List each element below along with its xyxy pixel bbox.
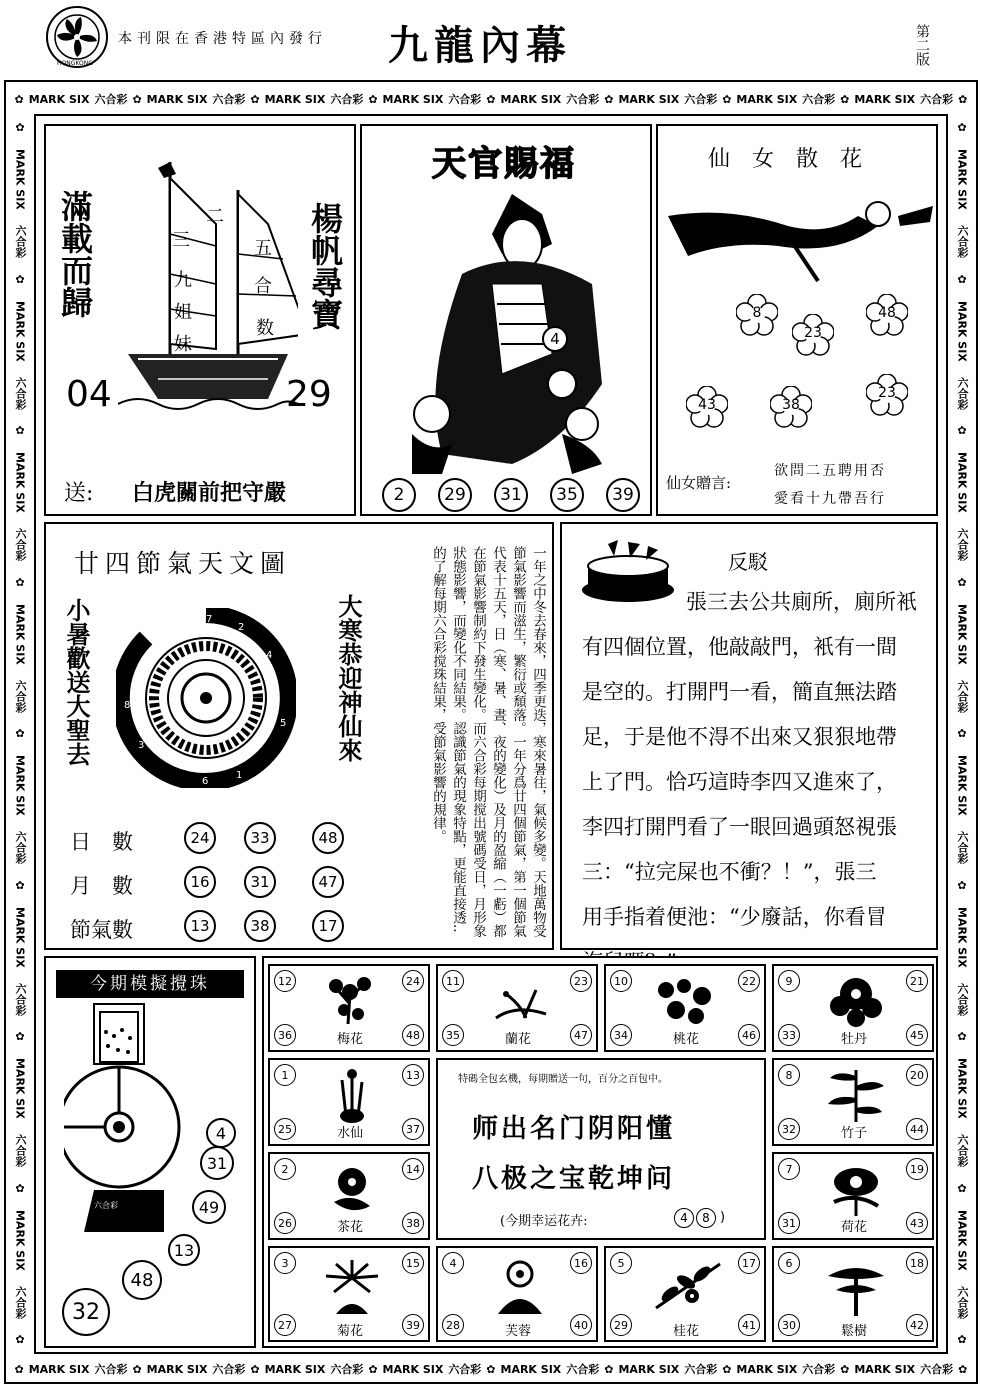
cell-num-tr: 14	[402, 1158, 424, 1180]
svg-text:6: 6	[202, 776, 209, 787]
flower-icon: ✿	[955, 878, 969, 892]
band-text-en: MARK SIX	[13, 452, 27, 514]
cell-num-tr: 24	[402, 970, 424, 992]
flower-icon: ✿	[250, 92, 260, 106]
joke-panel	[560, 522, 938, 950]
flower-icon: ✿	[955, 575, 969, 589]
fairy-gift-label: 仙女贈言:	[666, 474, 732, 492]
band-text-en: MARK SIX	[618, 1362, 680, 1376]
flower-icon: ✿	[486, 1362, 496, 1376]
lucky-number: 39	[606, 478, 640, 512]
flower-cell-hibiscus	[436, 1246, 598, 1342]
cell-num-bl: 31	[778, 1212, 800, 1234]
band-text-zh: 六合彩	[956, 528, 969, 562]
cell-num-br: 39	[402, 1314, 424, 1336]
day-number: 33	[244, 822, 276, 854]
cell-num-bl: 30	[778, 1314, 800, 1336]
flower-name: 茶花	[336, 1220, 363, 1235]
cell-num-br: 37	[402, 1118, 424, 1140]
blessing-title: 天官賜福	[432, 144, 576, 184]
cell-num-br: 47	[570, 1024, 592, 1046]
pine-tree-icon	[822, 1260, 890, 1316]
flower-name: 桃花	[672, 1032, 699, 1047]
fairy-title: 仙女散花	[708, 147, 885, 172]
svg-text:1: 1	[236, 770, 243, 781]
joke-line: 是空的。打開門一看，簡直無法踏	[582, 680, 897, 704]
poem-line-2: 八极之宝乾坤问	[472, 1164, 676, 1194]
band-text-zh: 六合彩	[684, 93, 718, 106]
band-text-zh: 六合彩	[14, 225, 27, 259]
joke-title: 反駁	[728, 550, 768, 574]
cell-num-tr: 22	[738, 970, 760, 992]
cell-num-tr: 17	[738, 1252, 760, 1274]
flower-name: 水仙	[336, 1126, 363, 1141]
flower-cell-chrysanthemum	[268, 1246, 430, 1342]
fairy-figure-icon	[668, 186, 938, 286]
flower-cell-pine	[772, 1246, 934, 1342]
poem-box	[436, 1058, 766, 1240]
svg-text:0: 0	[174, 622, 181, 633]
poem-note: 特碼全包玄機，每期贈送一句，百分之百包中。	[458, 1074, 668, 1085]
poem-hint-label: (今期幸运花卉:	[500, 1214, 588, 1229]
border-band-left	[8, 114, 32, 1354]
month-number: 16	[184, 866, 216, 898]
solar-right-slogan: 大寒恭迎神仙來	[334, 594, 363, 762]
flower-name: 桂花	[672, 1324, 699, 1339]
flower-icon: ✿	[13, 727, 27, 741]
band-text-en: MARK SIX	[500, 1362, 562, 1376]
solar-left-slogan: 小暑歡送大聖去	[62, 598, 91, 766]
cell-num-tl: 12	[274, 970, 296, 992]
lucky-number: 35	[550, 478, 584, 512]
flower-name: 芙蓉	[504, 1324, 531, 1339]
band-text-en: MARK SIX	[13, 300, 27, 362]
band-text-en: MARK SIX	[736, 1362, 798, 1376]
joke-line: 有四個位置，他敲敲門，衹有一間	[582, 635, 897, 659]
flower-cell-narcissus	[268, 1058, 430, 1146]
flower-icon: ✿	[132, 92, 142, 106]
day-number: 48	[312, 822, 344, 854]
cell-num-br: 38	[402, 1212, 424, 1234]
machine-label: 六合彩	[94, 1201, 118, 1210]
cell-num-tr: 13	[402, 1064, 424, 1086]
peony-icon	[826, 972, 886, 1028]
sail-char: 数	[256, 318, 274, 339]
edition-label: 第二版	[914, 24, 930, 66]
fairy-flower	[866, 294, 908, 336]
cell-num-br: 44	[906, 1118, 928, 1140]
junk-left-slogan: 滿載而歸	[56, 190, 94, 318]
cell-num-tl: 1	[274, 1064, 296, 1086]
flower-icon: ✿	[840, 92, 850, 106]
fairy-flower	[792, 314, 834, 356]
flower-icon: ✿	[955, 1030, 969, 1044]
cell-num-tr: 15	[402, 1252, 424, 1274]
cell-num-br: 48	[402, 1024, 424, 1046]
cell-num-tl: 3	[274, 1252, 296, 1274]
cell-num-bl: 32	[778, 1118, 800, 1140]
joke-line: 上了門。恰巧這時李四又進來了，	[582, 770, 897, 794]
flower-icon: ✿	[722, 92, 732, 106]
cell-num-bl: 36	[274, 1024, 296, 1046]
header	[0, 0, 982, 80]
svg-text:5: 5	[280, 718, 287, 729]
band-text-zh: 六合彩	[802, 93, 836, 106]
fairy-flower	[686, 386, 728, 428]
cell-num-tl: 5	[610, 1252, 632, 1274]
narcissus-icon	[332, 1066, 372, 1124]
junk-right-slogan: 楊帆尋寶	[306, 202, 344, 330]
cell-num-bl: 27	[274, 1314, 296, 1336]
band-text-zh: 六合彩	[956, 679, 969, 713]
band-text-zh: 六合彩	[14, 679, 27, 713]
lucky-number: 29	[438, 478, 472, 512]
fairy-flower-number: 38	[782, 397, 800, 413]
cell-num-tl: 11	[442, 970, 464, 992]
cell-num-tl: 8	[778, 1064, 800, 1086]
flower-icon: ✿	[14, 92, 24, 106]
fairy-flower	[736, 294, 778, 336]
cell-num-bl: 28	[442, 1314, 464, 1336]
cell-num-br: 42	[906, 1314, 928, 1336]
band-text-en: MARK SIX	[28, 92, 90, 106]
drawing-panel	[44, 956, 256, 1348]
flower-cell-plum	[268, 964, 430, 1052]
band-text-zh: 六合彩	[14, 831, 27, 865]
plum-blossom-icon	[326, 974, 374, 1026]
term-number: 38	[244, 910, 276, 942]
flower-cell-peach	[604, 964, 766, 1052]
band-text-en: MARK SIX	[955, 1058, 969, 1120]
fairy-flower-number: 23	[804, 325, 822, 341]
joke-line: 三：“拉完屎也不衝？！”，張三	[582, 860, 877, 884]
band-text-zh: 六合彩	[448, 1363, 482, 1376]
solar-terms-title: 廿四節氣天文圖	[74, 549, 292, 578]
band-text-en: MARK SIX	[955, 603, 969, 665]
fairy-panel	[656, 124, 938, 516]
row-label: 節氣數	[70, 918, 133, 942]
cell-num-tl: 6	[778, 1252, 800, 1274]
band-text-en: MARK SIX	[13, 1058, 27, 1120]
flower-icon: ✿	[840, 1362, 850, 1376]
deity-figure-icon	[402, 184, 622, 474]
junk-panel	[44, 124, 356, 516]
flower-icon: ✿	[13, 424, 27, 438]
drawn-ball: 4	[206, 1118, 236, 1148]
band-text-zh: 六合彩	[956, 982, 969, 1016]
cell-num-bl: 26	[274, 1212, 296, 1234]
junk-number-left: 04	[66, 374, 112, 415]
flower-cell-peony	[772, 964, 934, 1052]
band-text-zh: 六合彩	[94, 93, 128, 106]
band-text-zh: 六合彩	[566, 93, 600, 106]
flower-icon: ✿	[14, 1362, 24, 1376]
svg-text:8: 8	[124, 700, 131, 711]
orchid-icon	[486, 984, 556, 1024]
flower-name: 荷花	[840, 1220, 867, 1235]
bamboo-icon	[824, 1066, 888, 1122]
band-text-en: MARK SIX	[382, 92, 444, 106]
joke-line: 用手指着便池：“少廢話，你看冒	[582, 905, 887, 929]
band-text-zh: 六合彩	[920, 1363, 954, 1376]
flower-icon: ✿	[958, 1362, 968, 1376]
lotus-icon	[826, 1162, 886, 1216]
masthead-title: 九龍內幕	[388, 22, 572, 69]
band-text-en: MARK SIX	[13, 603, 27, 665]
junk-number-right: 29	[286, 374, 332, 415]
drawn-ball: 13	[168, 1234, 200, 1266]
band-text-zh: 六合彩	[802, 1363, 836, 1376]
band-text-en: MARK SIX	[854, 1362, 916, 1376]
flower-icon: ✿	[955, 424, 969, 438]
band-text-en: MARK SIX	[382, 1362, 444, 1376]
flower-icon: ✿	[13, 1333, 27, 1347]
svg-text:3: 3	[138, 740, 145, 751]
fairy-flower	[866, 374, 908, 416]
fairy-flower-number: 48	[878, 305, 896, 321]
fairy-line-1: 欲問二五聘用否	[774, 463, 886, 479]
solar-terms-paragraph: 一年之中冬去春來，四季更迭，寒來暑往，氣候多變。天地萬物受節氣影響而滋生，繁衍或頹落。一年分爲廿四個節氣，第一個節氣代表十五天，日（寒、暑、晝、夜的變化）及月的盈縮（一虧）都在節氣影響制約下發生變化。而六合彩每期搅出號碼受日，月形象狀態影響，而變化不同結果。認識節氣的現象特點，更能直接透..的了解每期六合彩搅珠結果，受節氣影響的規律。	[430, 546, 546, 938]
band-text-en: MARK SIX	[955, 149, 969, 211]
flower-name: 竹子	[840, 1126, 867, 1141]
blessing-badge: 4	[542, 326, 568, 352]
row-label: 月 數	[70, 874, 133, 898]
fairy-flower-number: 8	[752, 305, 762, 321]
joke-line: 張三去公共廁所，廁所衹	[686, 590, 917, 614]
month-number: 47	[312, 866, 344, 898]
flower-icon: ✿	[955, 272, 969, 286]
cell-num-tl: 2	[274, 1158, 296, 1180]
blessing-panel	[360, 124, 652, 516]
fairy-flower-number: 23	[878, 385, 896, 401]
sail-char: 九	[174, 270, 192, 291]
cell-num-br: 45	[906, 1024, 928, 1046]
flower-icon: ✿	[722, 1362, 732, 1376]
send-label: 送:	[64, 481, 94, 506]
poem-line-1: 师出名门阴阳懂	[472, 1114, 676, 1144]
band-text-en: MARK SIX	[264, 1362, 326, 1376]
poem-hint-close: )	[720, 1210, 726, 1225]
flower-icon: ✿	[604, 1362, 614, 1376]
cell-num-bl: 35	[442, 1024, 464, 1046]
fairy-flower	[770, 386, 812, 428]
flower-icon: ✿	[958, 92, 968, 106]
band-text-en: MARK SIX	[955, 300, 969, 362]
sail-char: 姐	[174, 302, 192, 323]
cell-num-br: 46	[738, 1024, 760, 1046]
drawn-ball: 49	[192, 1190, 226, 1224]
band-text-zh: 六合彩	[330, 93, 364, 106]
band-text-zh: 六合彩	[14, 528, 27, 562]
emblem-caption: HONGKONG	[57, 60, 93, 67]
flower-icon: ✿	[13, 878, 27, 892]
band-text-zh: 六合彩	[448, 93, 482, 106]
band-text-zh: 六合彩	[14, 982, 27, 1016]
drawing-title: 今期模擬攪珠	[56, 970, 244, 998]
cell-num-br: 43	[906, 1212, 928, 1234]
osmanthus-icon	[652, 1258, 724, 1314]
month-number: 31	[244, 866, 276, 898]
band-text-en: MARK SIX	[618, 92, 680, 106]
joke-line: 足，于是他不淂不出來又狠狠地帶	[582, 725, 897, 749]
band-text-en: MARK SIX	[146, 1362, 208, 1376]
flower-icon: ✿	[955, 1333, 969, 1347]
cell-num-bl: 34	[610, 1024, 632, 1046]
day-number: 24	[184, 822, 216, 854]
cell-num-tl: 7	[778, 1158, 800, 1180]
band-text-en: MARK SIX	[264, 92, 326, 106]
band-text-en: MARK SIX	[13, 149, 27, 211]
poem-hint-number: 4	[674, 1208, 694, 1228]
flower-cell-osmanthus	[604, 1246, 766, 1342]
cell-num-tl: 4	[442, 1252, 464, 1274]
flower-icon: ✿	[368, 92, 378, 106]
band-text-zh: 六合彩	[14, 1285, 27, 1319]
flower-cell-orchid	[436, 964, 598, 1052]
flower-icon: ✿	[486, 92, 496, 106]
flower-icon: ✿	[955, 727, 969, 741]
flower-cell-lotus	[772, 1152, 934, 1240]
band-text-en: MARK SIX	[955, 906, 969, 968]
flower-cell-camellia	[268, 1152, 430, 1240]
chrysanthemum-icon	[322, 1258, 382, 1314]
drawn-ball: 31	[200, 1146, 234, 1180]
poem-hint-number: 8	[696, 1208, 716, 1228]
peach-blossom-icon	[654, 976, 718, 1028]
band-text-zh: 六合彩	[566, 1363, 600, 1376]
band-text-en: MARK SIX	[854, 92, 916, 106]
cell-num-tr: 21	[906, 970, 928, 992]
cell-num-br: 40	[570, 1314, 592, 1336]
band-text-zh: 六合彩	[684, 1363, 718, 1376]
flower-icon: ✿	[955, 1181, 969, 1195]
svg-text:7: 7	[206, 614, 213, 625]
drawn-ball: 32	[62, 1288, 110, 1336]
cell-num-tr: 16	[570, 1252, 592, 1274]
flower-icon: ✿	[368, 1362, 378, 1376]
band-text-en: MARK SIX	[955, 452, 969, 514]
hk-emblem-icon	[45, 5, 109, 69]
band-text-en: MARK SIX	[13, 906, 27, 968]
band-text-en: MARK SIX	[736, 92, 798, 106]
band-text-en: MARK SIX	[13, 1209, 27, 1271]
sail-char: 合	[254, 276, 272, 297]
joke-body	[582, 580, 932, 985]
solar-terms-panel	[44, 522, 554, 950]
band-text-zh: 六合彩	[956, 1285, 969, 1319]
flower-name: 梅花	[336, 1032, 363, 1047]
sail-char: 五	[254, 238, 272, 259]
issue-note: 本刊限在香港特區內發行	[118, 31, 327, 47]
border-band-bottom	[12, 1356, 970, 1382]
flower-icon: ✿	[13, 272, 27, 286]
flower-icon: ✿	[250, 1362, 260, 1376]
band-text-en: MARK SIX	[13, 755, 27, 817]
cell-num-tr: 20	[906, 1064, 928, 1086]
band-text-zh: 六合彩	[330, 1363, 364, 1376]
border-band-right	[950, 114, 974, 1354]
band-text-zh: 六合彩	[212, 1363, 246, 1376]
band-text-en: MARK SIX	[146, 92, 208, 106]
band-text-zh: 六合彩	[956, 376, 969, 410]
send-text: 白虎關前把守嚴	[132, 480, 287, 506]
lucky-number: 31	[494, 478, 528, 512]
solar-terms-wheel-icon	[116, 608, 296, 788]
band-text-zh: 六合彩	[956, 831, 969, 865]
band-text-en: MARK SIX	[28, 1362, 90, 1376]
cell-num-tl: 9	[778, 970, 800, 992]
cell-num-tl: 10	[610, 970, 632, 992]
flower-icon: ✿	[132, 1362, 142, 1376]
cell-num-tr: 19	[906, 1158, 928, 1180]
flower-name: 蘭花	[504, 1032, 531, 1047]
cell-num-bl: 25	[274, 1118, 296, 1140]
band-text-en: MARK SIX	[955, 1209, 969, 1271]
svg-text:4: 4	[266, 650, 273, 661]
flower-name: 菊花	[336, 1324, 363, 1339]
lucky-number: 2	[382, 478, 416, 512]
band-text-zh: 六合彩	[956, 1134, 969, 1168]
band-text-zh: 六合彩	[212, 93, 246, 106]
band-text-zh: 六合彩	[14, 1134, 27, 1168]
band-text-zh: 六合彩	[94, 1363, 128, 1376]
row-label: 日 數	[70, 830, 133, 854]
term-number: 17	[312, 910, 344, 942]
cell-num-tr: 18	[906, 1252, 928, 1274]
band-text-en: MARK SIX	[955, 755, 969, 817]
band-text-zh: 六合彩	[14, 376, 27, 410]
cell-num-bl: 29	[610, 1314, 632, 1336]
flower-name: 鬆樹	[840, 1324, 867, 1339]
svg-text:2: 2	[238, 622, 245, 633]
lottery-machine-icon	[64, 1002, 194, 1232]
band-text-zh: 六合彩	[920, 93, 954, 106]
sail-char: 妹	[174, 334, 192, 355]
flower-name: 牡丹	[840, 1032, 867, 1047]
flower-cell-bamboo	[772, 1058, 934, 1146]
drawn-ball: 48	[122, 1260, 162, 1300]
cell-num-br: 41	[738, 1314, 760, 1336]
flower-icon: ✿	[955, 121, 969, 135]
cell-num-bl: 33	[778, 1024, 800, 1046]
band-text-en: MARK SIX	[500, 92, 562, 106]
fairy-flower-number: 43	[698, 397, 716, 413]
flower-icon: ✿	[604, 92, 614, 106]
sail-char: 二	[206, 206, 224, 227]
border-band-top	[12, 86, 970, 112]
camellia-icon	[324, 1162, 380, 1216]
sail-char: 三	[172, 230, 190, 251]
flower-icon: ✿	[13, 121, 27, 135]
flower-icon: ✿	[13, 575, 27, 589]
cell-num-tr: 23	[570, 970, 592, 992]
term-number: 13	[184, 910, 216, 942]
joke-line: 李四打開門看了一眼回過頭怒視張	[582, 815, 897, 839]
hibiscus-icon	[490, 1258, 550, 1314]
fairy-line-2: 愛看十九帶吾行	[774, 491, 886, 507]
band-text-zh: 六合彩	[956, 225, 969, 259]
flower-icon: ✿	[13, 1030, 27, 1044]
flower-grid	[262, 956, 938, 1348]
flower-icon: ✿	[13, 1181, 27, 1195]
